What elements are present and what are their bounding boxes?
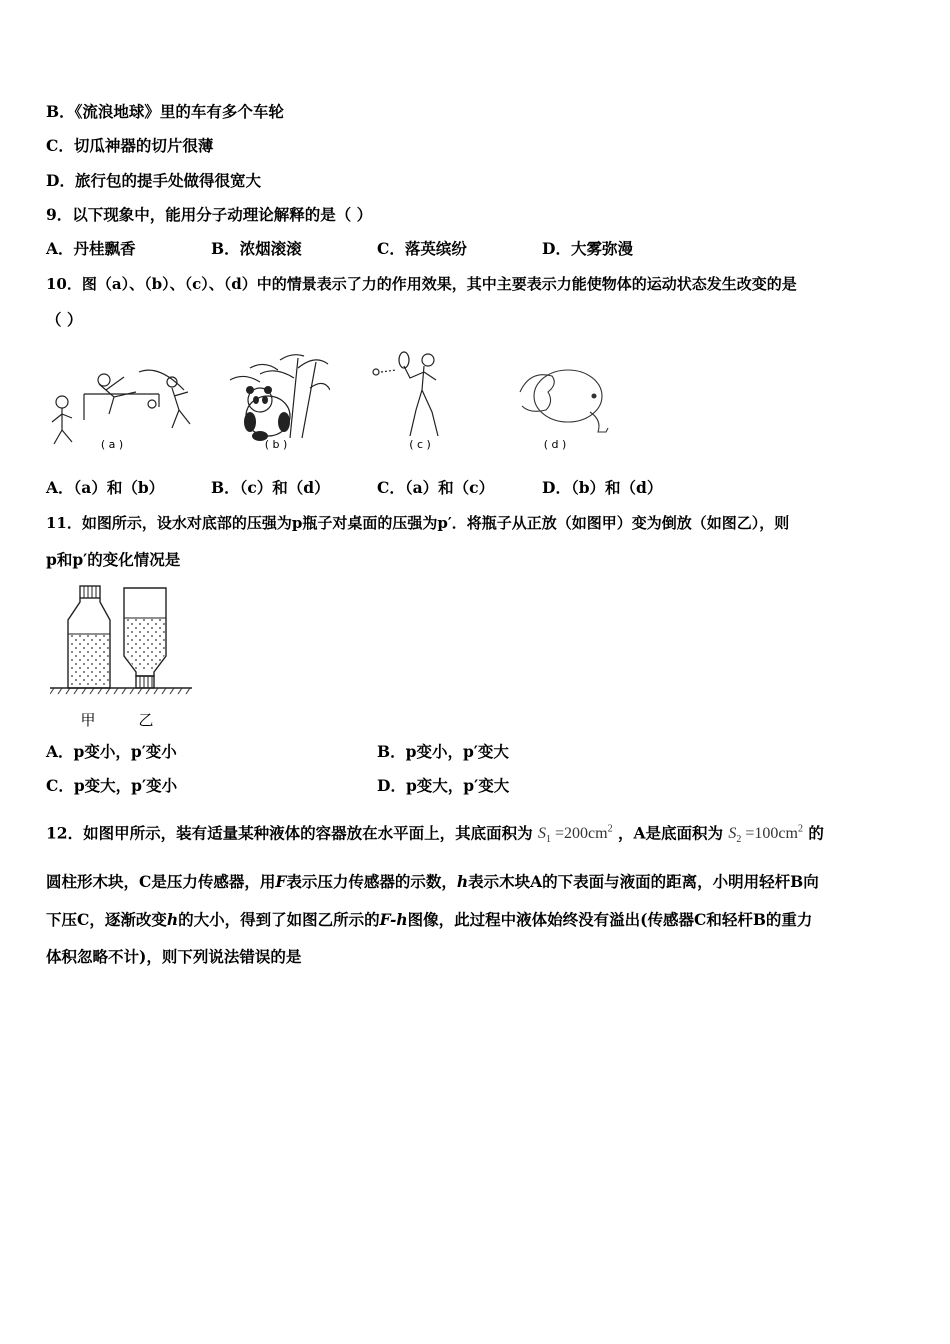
q12-stem-line2: 圆柱形木块，C是压力传感器，用F表示压力传感器的示数，h表示木块A的下表面与液面的距离，小明用轻杆B向 (46, 872, 819, 891)
q10-stem-line2: （ ） (46, 310, 83, 329)
q11-stem-line1: 11．如图所示，设水对底部的压强为p瓶子对桌面的压强为p′．将瓶子从正放（如图甲）变为倒放（如图乙），则 (46, 514, 790, 532)
caption-c: ( c ) (409, 438, 431, 451)
q10-option-b: B．（c）和（d） (211, 478, 330, 497)
caption-b: ( b ) (264, 438, 288, 451)
figure-c-tennis (366, 350, 466, 452)
q11-option-a: A．p变小，p′变小 (46, 742, 177, 761)
q9-option-a: A．丹桂飘香 (46, 239, 136, 258)
q9-option-c: C．落英缤纷 (377, 239, 467, 258)
q10-option-d: D．（b）和（d） (542, 478, 663, 497)
q11-option-b: B．p变小，p′变大 (377, 742, 509, 761)
formula-s2: $S_2 =100cm^2$ (728, 824, 803, 846)
q12-stem-line4: 体积忽略不计)，则下列说法错误的是 (46, 947, 302, 966)
figure-b-panda (220, 348, 330, 452)
q12-stem-line3: 下压C，逐渐改变h的大小，得到了如图乙所示的F-h图像，此过程中液体始终没有溢出(传感器C和轻杆B的重力 (46, 910, 813, 929)
figure-d-balloon (510, 362, 620, 452)
q12-stem-line1: 12．如图甲所示，装有适量某种液体的容器放在水平面上，其底面积为 $S_1 =200cm^2$ ，A是底面积为 $S_2 =100cm^2$ 的 (46, 823, 824, 846)
figure-a-soccer (44, 352, 194, 452)
q11-stem-line2: p和p′的变化情况是 (46, 550, 181, 569)
formula-s1: $S_1 =200cm^2$ (537, 824, 613, 846)
q8-option-b: B．《流浪地球》里的车有多个车轮 (46, 102, 284, 121)
caption-a: ( a ) (100, 438, 124, 451)
q9-option-d: D．大雾弥漫 (542, 239, 633, 258)
q11-option-c: C．p变大，p′变小 (46, 776, 178, 795)
figure-bottles (50, 582, 200, 732)
q10-option-c: C．（a）和（c） (377, 478, 495, 497)
q9-stem: 9．以下现象中，能用分子动理论解释的是（ ） (46, 205, 373, 224)
q8-option-d: D．旅行包的提手处做得很宽大 (46, 171, 261, 190)
label-yi: 乙 (138, 711, 154, 729)
q10-stem-line1: 10．图（a）、（b）、（c）、（d）中的情景表示了力的作用效果，其中主要表示力能使物体的运动状态发生改变的是 (46, 275, 797, 293)
q11-option-d: D．p变大，p′变大 (377, 776, 510, 795)
q9-option-b: B．浓烟滚滚 (211, 239, 302, 258)
label-jia: 甲 (80, 711, 96, 729)
q10-option-a: A．（a）和（b） (46, 478, 165, 497)
caption-d: ( d ) (543, 438, 567, 451)
q8-option-c: C．切瓜神器的切片很薄 (46, 136, 214, 155)
